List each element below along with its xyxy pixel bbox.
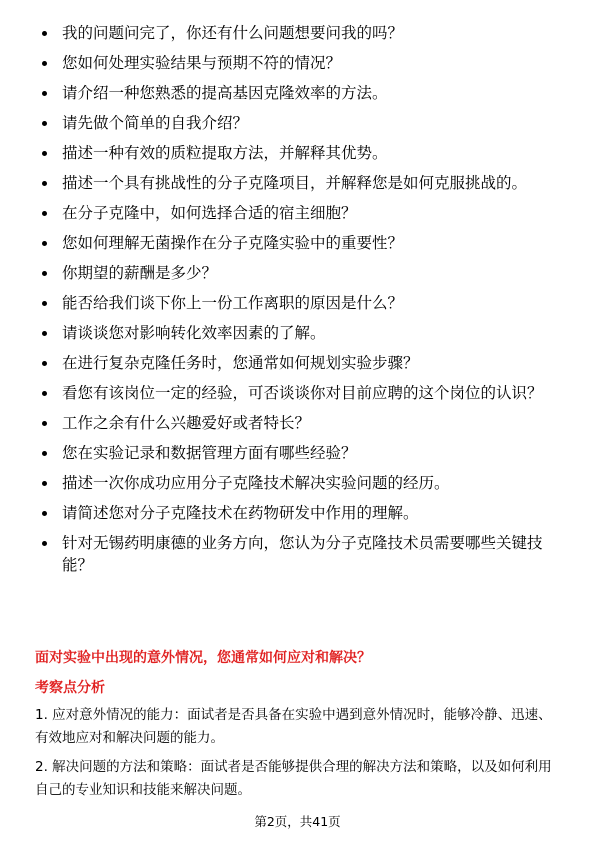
- list-item: 工作之余有什么兴趣爱好或者特长？: [0, 412, 595, 434]
- list-item: 您如何理解无菌操作在分子克隆实验中的重要性？: [0, 232, 595, 254]
- list-item: 请谈谈您对影响转化效率因素的了解。: [0, 322, 595, 344]
- question-list: [0, 22, 595, 584]
- list-item: 你期望的薪酬是多少？: [0, 262, 595, 284]
- list-item: 看您有该岗位一定的经验，可否谈谈你对目前应聘的这个岗位的认识？: [0, 382, 595, 404]
- analysis-point: 2. 解决问题的方法和策略：面试者是否能够提供合理的解决方法和策略，以及如何利用自己的专业知识和技能来解决问题。: [35, 759, 552, 798]
- list-item: 您如何处理实验结果与预期不符的情况？: [0, 52, 595, 74]
- list-item: 能否给我们谈下你上一份工作离职的原因是什么？: [0, 292, 595, 314]
- list-item: 请简述您对分子克隆技术在药物研发中作用的理解。: [0, 502, 595, 524]
- list-item: 在分子克隆中，如何选择合适的宿主细胞？: [0, 202, 595, 224]
- analysis-points: [35, 704, 565, 808]
- list-item: 针对无锡药明康德的业务方向，您认为分子克隆技术员需要哪些关键技能？: [0, 532, 595, 576]
- list-item: 请介绍一种您熟悉的提高基因克隆效率的方法。: [0, 82, 595, 104]
- page-footer: 第2页，共41页: [254, 814, 341, 829]
- list-item: 在进行复杂克隆任务时，您通常如何规划实验步骤？: [0, 352, 595, 374]
- list-item: 您在实验记录和数据管理方面有哪些经验？: [0, 442, 595, 464]
- list-item: 描述一个具有挑战性的分子克隆项目，并解释您是如何克服挑战的。: [0, 172, 595, 194]
- list-item: 我的问题问完了，你还有什么问题想要问我的吗？: [0, 22, 595, 44]
- list-item: 描述一次你成功应用分子克隆技术解决实验问题的经历。: [0, 472, 595, 494]
- analysis-point: 1. 应对意外情况的能力：面试者是否具备在实验中遇到意外情况时，能够冷静、迅速、有效地应对和解决问题的能力。: [35, 707, 552, 746]
- featured-question: 面对实验中出现的意外情况，您通常如何应对和解决？: [35, 650, 371, 666]
- list-item: 描述一种有效的质粒提取方法，并解释其优势。: [0, 142, 595, 164]
- list-item: 请先做个简单的自我介绍？: [0, 112, 595, 134]
- analysis-heading: 考察点分析: [35, 680, 105, 696]
